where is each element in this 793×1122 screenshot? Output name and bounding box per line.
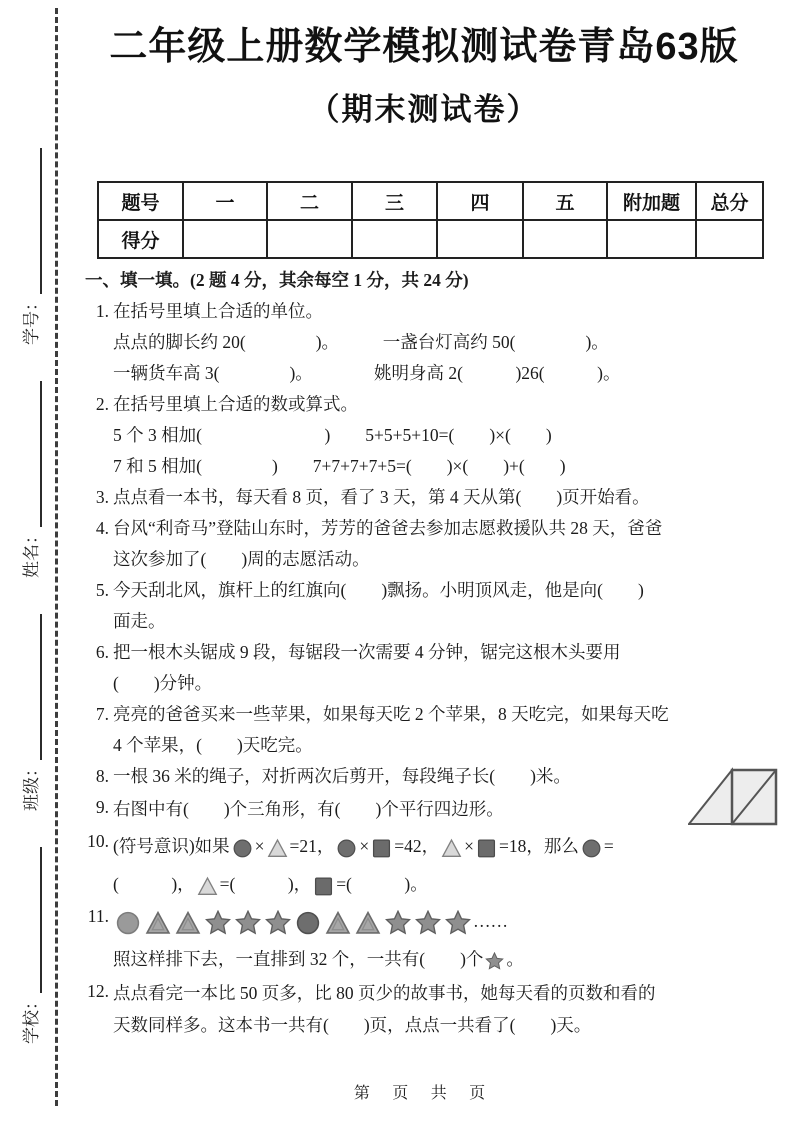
- question-text-with-symbols: [113, 867, 775, 901]
- student-info-field: [22, 148, 42, 345]
- question-text: 一辆货车高 3( )。 姚明身高 2( )26( )。: [113, 363, 621, 383]
- triangle-icon: [325, 910, 351, 935]
- score-table-cell: 三: [352, 182, 437, 220]
- q9-geometry-figure: [688, 763, 778, 832]
- score-empty-cell: [183, 220, 267, 258]
- questions-section: [85, 265, 775, 1041]
- question-text: 7 和 5 相加( ) 7+7+7+7+5=( )×( )+( ): [113, 456, 566, 476]
- question-text: 。: [506, 949, 524, 969]
- question-text: 点点看完一本比 50 页多，比 80 页少的故事书，她每天看的页数和看的: [113, 983, 656, 1003]
- circle-icon: [336, 838, 357, 858]
- triangle-icon: [441, 838, 462, 858]
- square-icon: [476, 838, 497, 858]
- student-info-blank: [22, 847, 42, 993]
- star-icon: [445, 910, 471, 935]
- star-icon: [235, 910, 261, 935]
- student-info-label: 学校：: [21, 993, 41, 1044]
- question-3: [85, 482, 775, 513]
- score-table-cell: 二: [267, 182, 352, 220]
- star-icon: [205, 910, 231, 935]
- score-table-cell: 附加题: [607, 182, 696, 220]
- star-icon: [385, 910, 411, 935]
- question-6: [85, 637, 775, 699]
- square-icon: [313, 876, 334, 896]
- circle-dark-icon: [295, 910, 321, 935]
- question-text: 台风“利奇马”登陆山东时，芳芳的爸爸去参加志愿救援队共 28 天，爸爸: [113, 518, 663, 538]
- triangle-icon: [197, 876, 218, 896]
- circle-icon: [581, 838, 602, 858]
- equals-sign: =: [603, 836, 614, 856]
- question-text: 这次参加了( )周的志愿活动。: [113, 549, 370, 569]
- question-text: 点点看一本书，每天看 8 页，看了 3 天，第 4 天从第( )页开始看。: [113, 487, 650, 507]
- score-empty-cell: [437, 220, 523, 258]
- triangle-icon: [267, 838, 288, 858]
- score-empty-cell: [267, 220, 352, 258]
- score-empty-cell: [523, 220, 607, 258]
- question-text: 5 个 3 相加( ) 5+5+5+10=( )×( ): [113, 425, 552, 445]
- star-icon: [265, 910, 291, 935]
- question-number: 8.: [95, 766, 109, 786]
- question-7: [85, 699, 775, 761]
- circle-light-icon: [115, 910, 141, 935]
- question-number: 4.: [95, 518, 109, 538]
- question-1: [85, 296, 775, 389]
- score-table-cell: 五: [523, 182, 607, 220]
- question-text: 在括号里填上合适的单位。: [113, 301, 323, 321]
- student-info-blank: [22, 148, 42, 294]
- student-info-label: 学号：: [21, 294, 41, 345]
- question-text: 一根 36 米的绳子，对折两次后剪开，每段绳子长( )米。: [113, 766, 571, 786]
- question-number: 2.: [95, 394, 109, 414]
- multiply-sign: ×: [359, 836, 370, 856]
- question-8: [85, 761, 775, 792]
- score-empty-cell: [352, 220, 437, 258]
- question-11: [85, 901, 775, 976]
- question-text: 右图中有( )个三角形，有( )个平行四边形。: [113, 799, 504, 819]
- question-text-with-symbols: [113, 942, 775, 976]
- question-text-with-symbols: [113, 826, 775, 867]
- student-info-label: 姓名：: [21, 527, 41, 578]
- page-title: 二年级上册数学模拟测试卷青岛63版: [109, 26, 739, 68]
- question-text: ( )分钟。: [113, 673, 213, 693]
- student-info-field: [22, 614, 42, 811]
- question-number: 12.: [87, 981, 109, 1001]
- question-text: 面走。: [113, 611, 166, 631]
- question-number: 6.: [95, 642, 109, 662]
- question-text: 4 个苹果，( )天吃完。: [113, 735, 313, 755]
- question-10: [85, 826, 775, 901]
- triangle-icon: [145, 910, 171, 935]
- score-empty-cell: [607, 220, 696, 258]
- multiply-sign: ×: [464, 836, 475, 856]
- circle-icon: [232, 838, 253, 858]
- question-text: 把一根木头锯成 9 段，每锯段一次需要 4 分钟，锯完这根木头要用: [113, 642, 621, 662]
- question-number: 9.: [95, 797, 109, 817]
- question-text: (符号意识)如果: [113, 836, 230, 856]
- question-text: 今天刮北风，旗杆上的红旗向( )飘扬。小明顶风走，他是向( ): [113, 580, 644, 600]
- question-text: 天数同样多。这本书一共有( )页，点点一共看了( )天。: [113, 1015, 592, 1035]
- multiply-sign: ×: [254, 836, 265, 856]
- question-number: 10.: [87, 831, 109, 851]
- score-empty-cell: [696, 220, 763, 258]
- question-number: 1.: [95, 301, 109, 321]
- question-text: =42，: [394, 836, 440, 856]
- score-table-cell: 四: [437, 182, 523, 220]
- question-text: 在括号里填上合适的数或算式。: [113, 394, 358, 414]
- question-9: [85, 792, 775, 826]
- question-number: 11.: [87, 906, 109, 926]
- student-info-blank: [22, 614, 42, 760]
- answer-blank: =( )。: [336, 874, 428, 894]
- question-text: =21，: [289, 836, 335, 856]
- page-footer: 第 页 共 页: [353, 1085, 495, 1102]
- answer-blank: =( )，: [219, 874, 312, 894]
- question-text: 亮亮的爸爸买来一些苹果，如果每天吃 2 个苹果，8 天吃完，如果每天吃: [113, 704, 669, 724]
- page-subtitle: （期末测试卷）: [308, 91, 540, 127]
- student-info-blank: [22, 381, 42, 527]
- pattern-shapes: [113, 911, 473, 931]
- score-table-cell: 总分: [696, 182, 763, 220]
- seal-dashed-line: [55, 8, 58, 1106]
- square-icon: [371, 838, 392, 858]
- question-text: 照这样排下去，一直排到 32 个，一共有( )个: [113, 949, 484, 969]
- score-table-score-row: [98, 220, 763, 258]
- score-table-cell: 一: [183, 182, 267, 220]
- triangle-icon: [175, 910, 201, 935]
- left-triangle: [689, 770, 732, 824]
- score-label-cell: 得分: [98, 220, 183, 258]
- score-table: [97, 181, 764, 259]
- question-4: [85, 513, 775, 575]
- star-icon: [485, 952, 504, 970]
- answer-blank: ( )，: [113, 874, 195, 894]
- student-info-label: 班级：: [21, 760, 41, 811]
- question-2: [85, 389, 775, 482]
- question-text: =18，那么: [499, 836, 579, 856]
- student-info-sidebar: [12, 82, 42, 1044]
- title-block: [85, 24, 763, 129]
- student-info-field: [22, 847, 42, 1044]
- question-text: 点点的脚长约 20( )。 一盏台灯高约 50( )。: [113, 332, 609, 352]
- triangle-icon: [355, 910, 381, 935]
- question-number: 3.: [95, 487, 109, 507]
- score-table-header-row: [98, 182, 763, 220]
- question-number: 5.: [95, 580, 109, 600]
- score-table-cell: 题号: [98, 182, 183, 220]
- student-info-field: [22, 381, 42, 578]
- question-5: [85, 575, 775, 637]
- question-12: [85, 976, 775, 1041]
- star-icon: [415, 910, 441, 935]
- ellipsis: ……: [473, 911, 508, 931]
- question-number: 7.: [95, 704, 109, 724]
- section-heading: 一、填一填。(2 题 4 分，其余每空 1 分，共 24 分): [85, 270, 469, 290]
- shape-pattern-row: [113, 901, 775, 942]
